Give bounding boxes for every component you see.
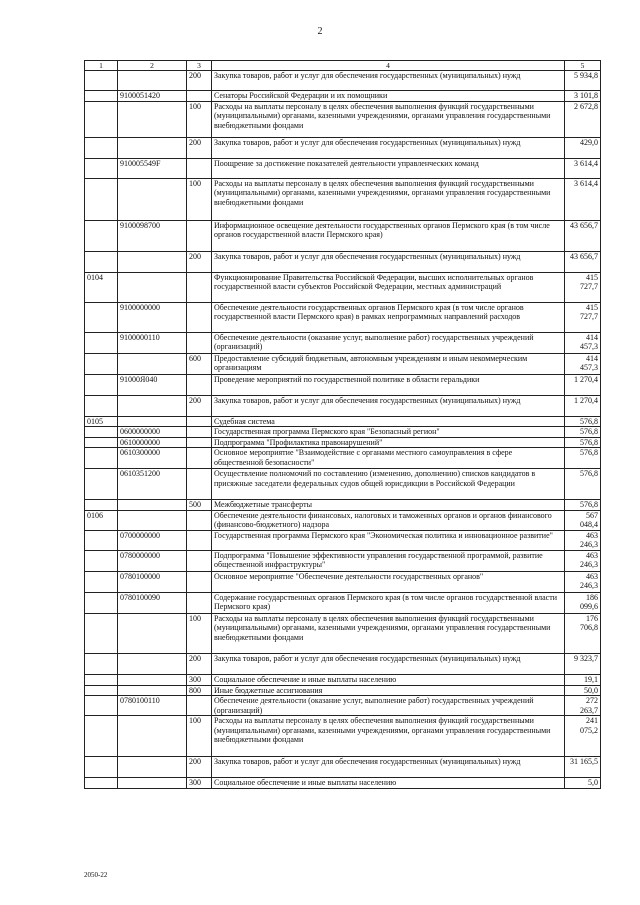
table-row xyxy=(85,353,601,374)
expense-type-cell: 100 xyxy=(187,716,212,757)
amount-cell: 19,1 xyxy=(565,674,601,685)
section-code-cell xyxy=(85,653,118,674)
table-row xyxy=(85,101,601,137)
section-code-cell xyxy=(85,757,118,778)
amount-cell: 272 263,7 xyxy=(565,696,601,716)
amount-cell: 3 614,4 xyxy=(565,178,601,220)
target-article-cell xyxy=(118,510,187,530)
amount-cell: 5 934,8 xyxy=(565,71,601,91)
section-code-cell: 0106 xyxy=(85,510,118,530)
section-code-cell: 0105 xyxy=(85,416,118,427)
table-row xyxy=(85,302,601,332)
description-cell: Закупка товаров, работ и услуг для обеспечения государственных (муниципальных) нужд xyxy=(212,251,565,272)
table-row xyxy=(85,416,601,427)
table-row xyxy=(85,158,601,178)
section-code-cell xyxy=(85,395,118,416)
target-article-cell xyxy=(118,353,187,374)
target-article-cell: 9100098700 xyxy=(118,220,187,251)
table-row xyxy=(85,332,601,353)
table-row xyxy=(85,137,601,158)
column-header: 4 xyxy=(212,61,565,71)
description-cell: Социальное обеспечение и иные выплаты населению xyxy=(212,778,565,789)
table-row xyxy=(85,437,601,448)
description-cell: Судебная система xyxy=(212,416,565,427)
section-code-cell xyxy=(85,716,118,757)
description-cell: Расходы на выплаты персоналу в целях обеспечения выполнения функций государственными (муниципальными) органами, казенными учреждениями, органами управления государственными внебюджетными фондами xyxy=(212,178,565,220)
expense-type-cell xyxy=(187,220,212,251)
description-cell: Закупка товаров, работ и услуг для обеспечения государственных (муниципальных) нужд xyxy=(212,395,565,416)
column-header: 1 xyxy=(85,61,118,71)
table-row xyxy=(85,571,601,592)
amount-cell: 1 270,4 xyxy=(565,374,601,395)
target-article-cell xyxy=(118,757,187,778)
target-article-cell xyxy=(118,716,187,757)
amount-cell: 43 656,7 xyxy=(565,220,601,251)
amount-cell: 576,8 xyxy=(565,469,601,500)
section-code-cell xyxy=(85,251,118,272)
amount-cell: 429,0 xyxy=(565,137,601,158)
amount-cell: 463 246,3 xyxy=(565,571,601,592)
target-article-cell xyxy=(118,71,187,91)
target-article-cell: 0780000000 xyxy=(118,550,187,571)
target-article-cell: 0780100000 xyxy=(118,571,187,592)
amount-cell: 3 101,8 xyxy=(565,91,601,102)
expense-type-cell xyxy=(187,469,212,500)
target-article-cell xyxy=(118,613,187,653)
target-article-cell: 0780100090 xyxy=(118,592,187,613)
description-cell: Осуществление полномочий по составлению (изменению, дополнению) списков кандидатов в присяжные заседатели федеральных судов общей юрисдикции в Российской Федерации xyxy=(212,469,565,500)
expense-type-cell: 600 xyxy=(187,353,212,374)
table-header-row xyxy=(85,61,601,71)
expense-type-cell xyxy=(187,332,212,353)
amount-cell: 186 099,6 xyxy=(565,592,601,613)
section-code-cell xyxy=(85,158,118,178)
table-row xyxy=(85,592,601,613)
table-row xyxy=(85,696,601,716)
amount-cell: 463 246,3 xyxy=(565,530,601,550)
table-row xyxy=(85,500,601,511)
amount-cell: 50,0 xyxy=(565,685,601,696)
target-article-cell: 0700000000 xyxy=(118,530,187,550)
target-article-cell: 9100051420 xyxy=(118,91,187,102)
expense-type-cell xyxy=(187,550,212,571)
section-code-cell xyxy=(85,101,118,137)
expense-type-cell: 800 xyxy=(187,685,212,696)
description-cell: Подпрограмма "Повышение эффективности управления государственной программой, развитие общественной инфраструктуры" xyxy=(212,550,565,571)
amount-cell: 576,8 xyxy=(565,500,601,511)
expense-type-cell: 100 xyxy=(187,101,212,137)
amount-cell: 414 457,3 xyxy=(565,353,601,374)
table-row xyxy=(85,251,601,272)
section-code-cell xyxy=(85,613,118,653)
description-cell: Закупка товаров, работ и услуг для обеспечения государственных (муниципальных) нужд xyxy=(212,137,565,158)
table-row xyxy=(85,395,601,416)
table-row xyxy=(85,469,601,500)
section-code-cell xyxy=(85,571,118,592)
description-cell: Закупка товаров, работ и услуг для обеспечения государственных (муниципальных) нужд xyxy=(212,71,565,91)
target-article-cell: 9100000110 xyxy=(118,332,187,353)
description-cell: Сенаторы Российской Федерации и их помощники xyxy=(212,91,565,102)
target-article-cell: 0780100110 xyxy=(118,696,187,716)
expense-type-cell xyxy=(187,571,212,592)
document-code: 2050-22 xyxy=(84,871,108,879)
description-cell: Межбюджетные трансферты xyxy=(212,500,565,511)
section-code-cell xyxy=(85,530,118,550)
table-row xyxy=(85,374,601,395)
expense-type-cell xyxy=(187,510,212,530)
amount-cell: 241 075,2 xyxy=(565,716,601,757)
section-code-cell xyxy=(85,332,118,353)
description-cell: Расходы на выплаты персоналу в целях обеспечения выполнения функций государственными (муниципальными) органами, казенными учреждениями, органами управления государственными внебюджетными фондами xyxy=(212,101,565,137)
table-row xyxy=(85,91,601,102)
expense-type-cell xyxy=(187,91,212,102)
expense-type-cell xyxy=(187,374,212,395)
expense-type-cell: 300 xyxy=(187,778,212,789)
section-code-cell xyxy=(85,778,118,789)
amount-cell: 2 672,8 xyxy=(565,101,601,137)
description-cell: Содержание государственных органов Пермского края (в том числе органов государственной власти Пермского края) xyxy=(212,592,565,613)
expense-type-cell: 200 xyxy=(187,395,212,416)
expense-type-cell xyxy=(187,437,212,448)
column-header: 3 xyxy=(187,61,212,71)
table-row xyxy=(85,448,601,469)
description-cell: Государственная программа Пермского края "Экономическая политика и инновационное развитие" xyxy=(212,530,565,550)
section-code-cell xyxy=(85,71,118,91)
table-row xyxy=(85,272,601,302)
description-cell: Функционирование Правительства Российской Федерации, высших исполнительных органов государственной власти субъектов Российской Федерации, местных администраций xyxy=(212,272,565,302)
section-code-cell xyxy=(85,448,118,469)
expense-type-cell xyxy=(187,592,212,613)
amount-cell: 31 165,5 xyxy=(565,757,601,778)
section-code-cell xyxy=(85,353,118,374)
expense-type-cell xyxy=(187,696,212,716)
amount-cell: 576,8 xyxy=(565,448,601,469)
expense-type-cell: 100 xyxy=(187,613,212,653)
target-article-cell: 0610300000 xyxy=(118,448,187,469)
table-row xyxy=(85,178,601,220)
table-row xyxy=(85,510,601,530)
amount-cell: 463 246,3 xyxy=(565,550,601,571)
expense-type-cell xyxy=(187,530,212,550)
section-code-cell xyxy=(85,220,118,251)
table-row xyxy=(85,220,601,251)
section-code-cell xyxy=(85,674,118,685)
amount-cell: 414 457,3 xyxy=(565,332,601,353)
expense-type-cell: 200 xyxy=(187,137,212,158)
amount-cell: 567 048,4 xyxy=(565,510,601,530)
description-cell: Расходы на выплаты персоналу в целях обеспечения выполнения функций государственными (муниципальными) органами, казенными учреждениями, органами управления государственными внебюджетными фондами xyxy=(212,716,565,757)
amount-cell: 43 656,7 xyxy=(565,251,601,272)
section-code-cell xyxy=(85,91,118,102)
description-cell: Поощрение за достижение показателей деятельности управленческих команд xyxy=(212,158,565,178)
table-row xyxy=(85,716,601,757)
description-cell: Обеспечение деятельности (оказание услуг, выполнение работ) государственных учреждений (организаций) xyxy=(212,332,565,353)
target-article-cell xyxy=(118,778,187,789)
expense-type-cell xyxy=(187,416,212,427)
amount-cell: 415 727,7 xyxy=(565,302,601,332)
description-cell: Закупка товаров, работ и услуг для обеспечения государственных (муниципальных) нужд xyxy=(212,757,565,778)
expense-type-cell: 100 xyxy=(187,178,212,220)
target-article-cell xyxy=(118,416,187,427)
expense-type-cell: 200 xyxy=(187,71,212,91)
target-article-cell: 0610000000 xyxy=(118,437,187,448)
section-code-cell xyxy=(85,696,118,716)
expense-type-cell: 500 xyxy=(187,500,212,511)
section-code-cell xyxy=(85,178,118,220)
target-article-cell: 9100000000 xyxy=(118,302,187,332)
amount-cell: 576,8 xyxy=(565,427,601,438)
section-code-cell xyxy=(85,302,118,332)
expense-type-cell xyxy=(187,158,212,178)
target-article-cell xyxy=(118,500,187,511)
expense-type-cell: 200 xyxy=(187,653,212,674)
target-article-cell xyxy=(118,178,187,220)
section-code-cell xyxy=(85,137,118,158)
description-cell: Обеспечение деятельности государственных органов Пермского края (в том числе органов государственной власти Пермского края) в рамках непрограммных направлений расходов xyxy=(212,302,565,332)
target-article-cell xyxy=(118,272,187,302)
target-article-cell: 910005549F xyxy=(118,158,187,178)
expense-type-cell xyxy=(187,448,212,469)
target-article-cell xyxy=(118,395,187,416)
expense-type-cell xyxy=(187,427,212,438)
section-code-cell xyxy=(85,685,118,696)
section-code-cell xyxy=(85,374,118,395)
target-article-cell xyxy=(118,101,187,137)
table-row xyxy=(85,674,601,685)
description-cell: Закупка товаров, работ и услуг для обеспечения государственных (муниципальных) нужд xyxy=(212,653,565,674)
expense-type-cell: 200 xyxy=(187,757,212,778)
section-code-cell xyxy=(85,427,118,438)
description-cell: Государственная программа Пермского края "Безопасный регион" xyxy=(212,427,565,438)
amount-cell: 5,0 xyxy=(565,778,601,789)
description-cell: Социальное обеспечение и иные выплаты населению xyxy=(212,674,565,685)
column-header: 2 xyxy=(118,61,187,71)
description-cell: Основное мероприятие "Обеспечение деятельности государственных органов" xyxy=(212,571,565,592)
amount-cell: 415 727,7 xyxy=(565,272,601,302)
description-cell: Основное мероприятие "Взаимодействие с органами местного самоуправления в сфере общественной безопасности" xyxy=(212,448,565,469)
target-article-cell xyxy=(118,251,187,272)
table-row xyxy=(85,550,601,571)
column-header: 5 xyxy=(565,61,601,71)
description-cell: Предоставление субсидий бюджетным, автономным учреждениям и иным некоммерческим организациям xyxy=(212,353,565,374)
description-cell: Подпрограмма "Профилактика правонарушений" xyxy=(212,437,565,448)
target-article-cell xyxy=(118,137,187,158)
amount-cell: 576,8 xyxy=(565,416,601,427)
table-row xyxy=(85,653,601,674)
description-cell: Обеспечение деятельности финансовых, налоговых и таможенных органов и органов финансового (финансово-бюджетного) надзора xyxy=(212,510,565,530)
description-cell: Обеспечение деятельности (оказание услуг, выполнение работ) государственных учреждений (организаций) xyxy=(212,696,565,716)
expense-type-cell xyxy=(187,272,212,302)
table-row xyxy=(85,685,601,696)
amount-cell: 3 614,4 xyxy=(565,158,601,178)
target-article-cell xyxy=(118,674,187,685)
section-code-cell xyxy=(85,500,118,511)
expense-type-cell: 200 xyxy=(187,251,212,272)
description-cell: Иные бюджетные ассигнования xyxy=(212,685,565,696)
section-code-cell xyxy=(85,469,118,500)
page-number: 2 xyxy=(317,26,323,37)
section-code-cell xyxy=(85,592,118,613)
section-code-cell xyxy=(85,437,118,448)
section-code-cell: 0104 xyxy=(85,272,118,302)
target-article-cell: 0610351200 xyxy=(118,469,187,500)
expense-type-cell: 300 xyxy=(187,674,212,685)
target-article-cell: 91000Я040 xyxy=(118,374,187,395)
amount-cell: 1 270,4 xyxy=(565,395,601,416)
description-cell: Информационное освещение деятельности государственных органов Пермского края (в том числе органов государственной власти Пермского края) xyxy=(212,220,565,251)
budget-table xyxy=(84,60,601,789)
table-row xyxy=(85,778,601,789)
amount-cell: 176 706,8 xyxy=(565,613,601,653)
target-article-cell: 0600000000 xyxy=(118,427,187,438)
table-row xyxy=(85,757,601,778)
table-row xyxy=(85,613,601,653)
table-row xyxy=(85,530,601,550)
description-cell: Проведение мероприятий по государственной политике в области геральдики xyxy=(212,374,565,395)
description-cell: Расходы на выплаты персоналу в целях обеспечения выполнения функций государственными (муниципальными) органами, казенными учреждениями, органами управления государственными внебюджетными фондами xyxy=(212,613,565,653)
amount-cell: 576,8 xyxy=(565,437,601,448)
section-code-cell xyxy=(85,550,118,571)
target-article-cell xyxy=(118,653,187,674)
table-row xyxy=(85,427,601,438)
amount-cell: 9 323,7 xyxy=(565,653,601,674)
target-article-cell xyxy=(118,685,187,696)
table-row xyxy=(85,71,601,91)
expense-type-cell xyxy=(187,302,212,332)
